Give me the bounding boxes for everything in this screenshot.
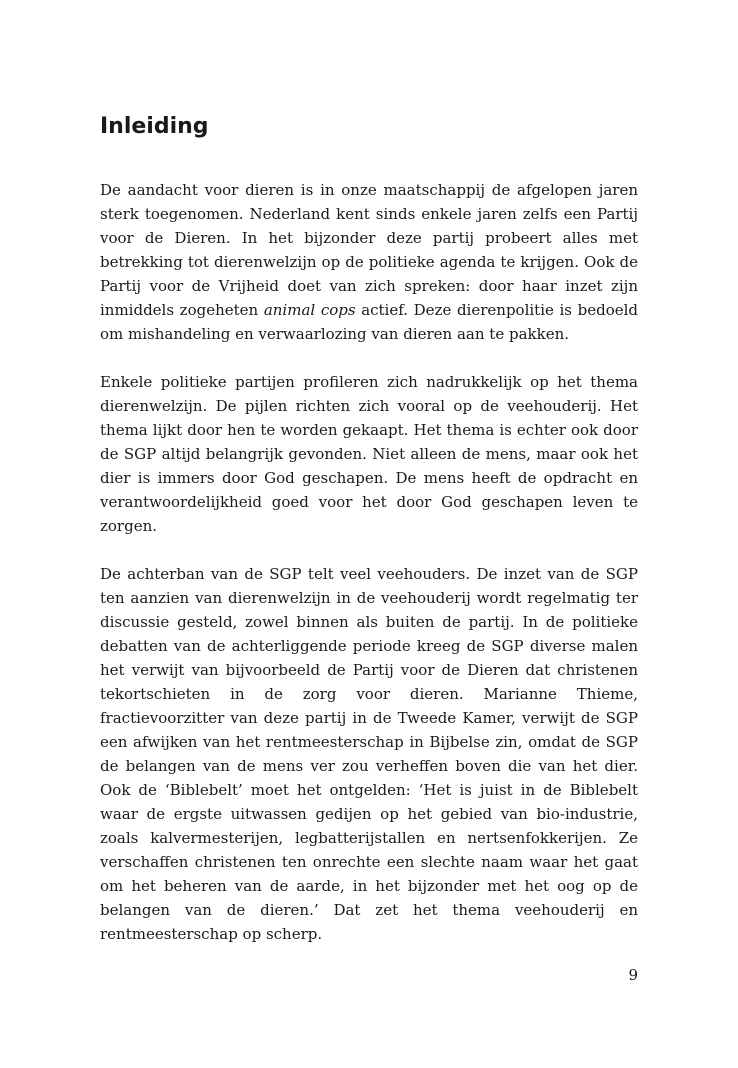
paragraph-3: De achterban van de SGP telt veel veehouders. De inzet van de SGP ten aanzien van dierenwelzijn in de veehouderij wordt regelmatig ter discussie gesteld, zowel binnen als buiten de partij. In de politieke debatten van de achterliggende periode kreeg de SGP diverse malen het verwijt van bijvoorbeeld de Partij voor de Dieren dat christenen tekortschieten in de zorg voor dieren. Marianne Thieme, fractievoorzitter van deze partij in de Tweede Kamer, verwijt de SGP een afwijken van het rentmeesterschap in Bijbelse zin, omdat de SGP de belangen van de mens ver zou verheffen boven die van het dier. Ook de ‘Biblebelt’ moet het ontgelden: ‘Het is juist in de Biblebelt waar de ergste uitwassen gedijen op het gebied van bio-industrie, zoals kalvermesterijen, legbatterijstallen en nertsenfokkerijen. Ze verschaffen christenen ten onrechte een slechte naam waar het gaat om het beheren van de aarde, in het bijzonder met het oog op de belangen van de dieren.’ Dat zet het thema veehouderij en rentmeesterschap op scherp. <box>100 565 638 943</box>
paragraph-1-text-end: actief. Deze dierenpolitie is bedoeld om mishandeling en verwaarlozing van dieren aan te pakken. <box>100 301 639 343</box>
paragraph-1-text-start: De aandacht voor dieren is in onze maatschappij de afgelopen jaren sterk toegenomen. Nederland kent sinds enkele jaren zelfs een Partij voor de Dieren. In het bijzonder deze partij probeert alles met betrekking tot dierenwelzijn op de politieke agenda te krijgen. Ook de Partij voor de Vrijheid doet van zich spreken: door haar inzet zijn inmiddels zogeheten <box>100 181 638 319</box>
paragraph-1-emphasis: animal cops <box>263 301 356 319</box>
page-number: 9 <box>628 966 638 984</box>
paragraph-1 <box>100 178 638 346</box>
document-page <box>100 112 638 970</box>
chapter-heading: Inleiding <box>100 114 209 139</box>
paragraph-2: Enkele politieke partijen profileren zich nadrukkelijk op het thema dierenwelzijn. De pijlen richten zich vooral op de veehouderij. Het thema lijkt door hen te worden gekaapt. Het thema is echter ook door de SGP altijd belangrijk gevonden. Niet alleen de mens, maar ook het dier is immers door God geschapen. De mens heeft de opdracht en verantwoordelijkheid goed voor het door God geschapen leven te zorgen. <box>100 373 638 535</box>
